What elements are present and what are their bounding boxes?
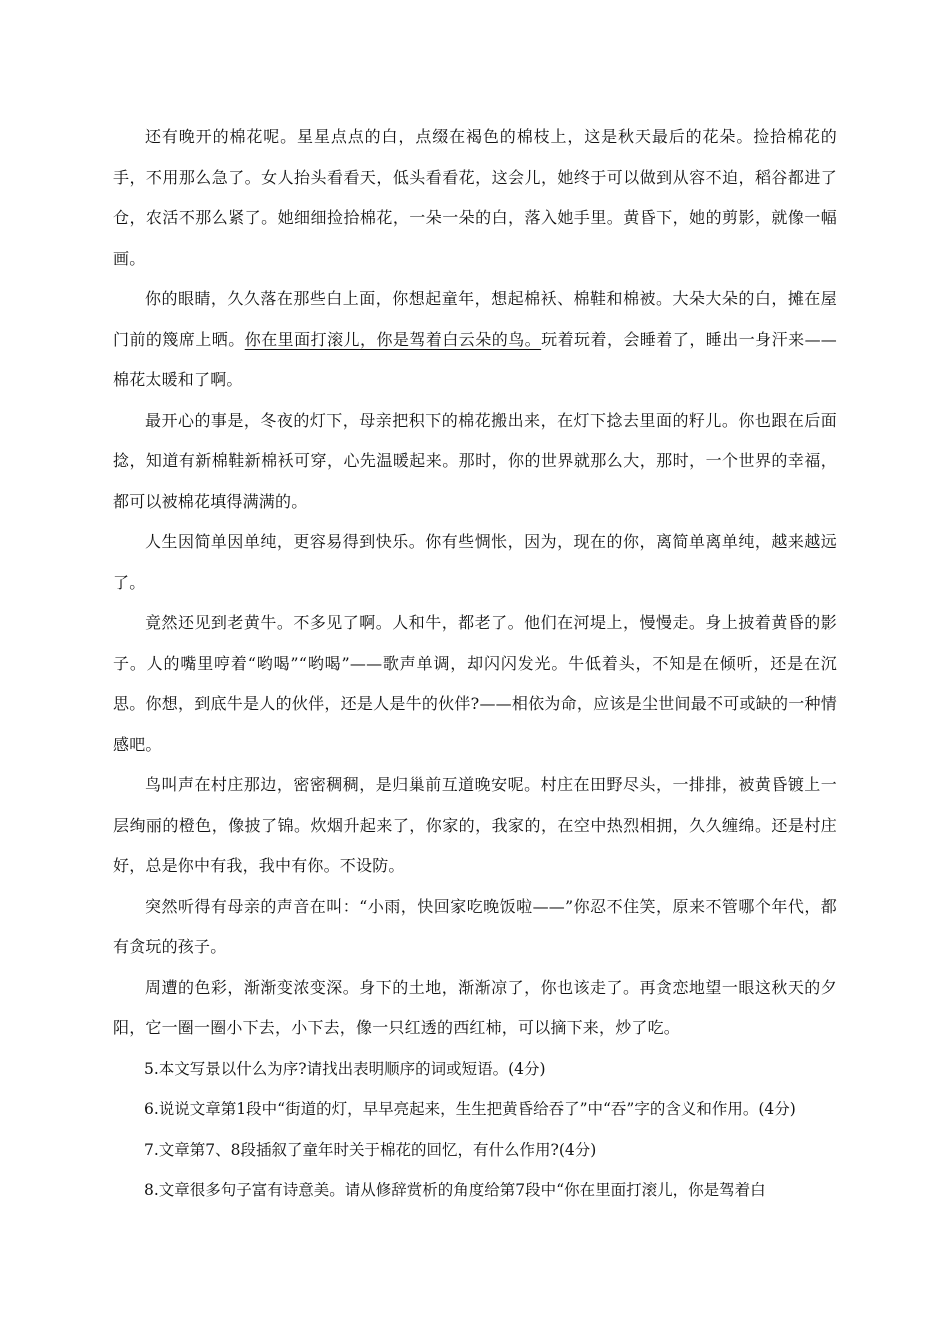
question-8: 8.文章很多句子富有诗意美。请从修辞赏析的角度给第7段中“你在里面打滚儿，你是驾着白 xyxy=(144,1181,766,1199)
paragraph-old-ox: 竟然还见到老黄牛。不多见了啊。人和牛，都老了。他们在河堤上，慢慢走。身上披着黄昏的影子。人的嘴里哼着“哟喝”“哟喝”——歌声单调，却闪闪发光。牛低着头，不知是在倾听，还是在沉思。你想，到底牛是人的伙伴，还是人是牛的伙伴?——相依为命，应该是尘世间最不可或缺的一种情感吧。 xyxy=(113,613,837,754)
paragraph-simple-life: 人生因简单因单纯，更容易得到快乐。你有些惆怅，因为，现在的你，离简单离单纯，越来越远了。 xyxy=(113,532,837,592)
paragraph-text: 你的眼睛，久久落在那些白上面，你想起童年，想起棉袄、棉鞋和棉被。大朵大朵的白，摊在屋门前的篾席上晒。 xyxy=(113,289,837,349)
document-page xyxy=(113,117,837,1211)
paragraph-mother-call: 突然听得有母亲的声音在叫：“小雨，快回家吃晚饭啦——”你忍不住笑，原来不管哪个年代，都有贪玩的孩子。 xyxy=(113,896,837,956)
paragraph-childhood-memory xyxy=(113,279,837,401)
paragraph-winter-night: 最开心的事是，冬夜的灯下，母亲把积下的棉花搬出来，在灯下捻去里面的籽儿。你也跟在后面捻，知道有新棉鞋新棉袄可穿，心先温暖起来。那时，你的世界就那么大，那时，一个世界的幸福，都可以被棉花填得满满的。 xyxy=(113,410,837,511)
question-7: 7.文章第7、8段插叙了童年时关于棉花的回忆，有什么作用?(4分) xyxy=(144,1140,597,1159)
paragraph-text: 玩着玩着，会睡着了，睡出一身汗来——棉花太暖和了啊。 xyxy=(113,329,837,389)
question-5: 5.本文写景以什么为序?请找出表明顺序的词或短语。(4分) xyxy=(144,1059,546,1078)
paragraph-village: 鸟叫声在村庄那边，密密稠稠，是归巢前互道晚安呢。村庄在田野尽头，一排排，被黄昏镀上一层绚丽的橙色，像披了锦。炊烟升起来了，你家的，我家的，在空中热烈相拥，久久缠绵。还是村庄好，总是你中有我，我中有你。不设防。 xyxy=(113,775,837,875)
question-6: 6.说说文章第1段中“街道的灯，早早亮起来，生生把黄昏给吞了”中“吞”字的含义和作用。(4分) xyxy=(144,1100,796,1118)
paragraph-sunset: 周遭的色彩，渐渐变浓变深。身下的土地，渐渐凉了，你也该走了。再贪恋地望一眼这秋天的夕阳，它一圈一圈小下去，小下去，像一只红透的西红柿，可以摘下来，炒了吃。 xyxy=(113,977,837,1037)
underlined-sentence: 你在里面打滚儿，你是驾着白云朵的鸟。 xyxy=(244,329,542,349)
paragraph-cotton-harvest: 还有晚开的棉花呢。星星点点的白，点缀在褐色的棉枝上，这是秋天最后的花朵。捡拾棉花的手，不用那么急了。女人抬头看看天，低头看看花，这会儿，她终于可以做到从容不迫，稻谷都进了仓，农活不那么紧了。她细细捡拾棉花，一朵一朵的白，落入她手里。黄昏下，她的剪影，就像一幅画。 xyxy=(113,127,837,268)
